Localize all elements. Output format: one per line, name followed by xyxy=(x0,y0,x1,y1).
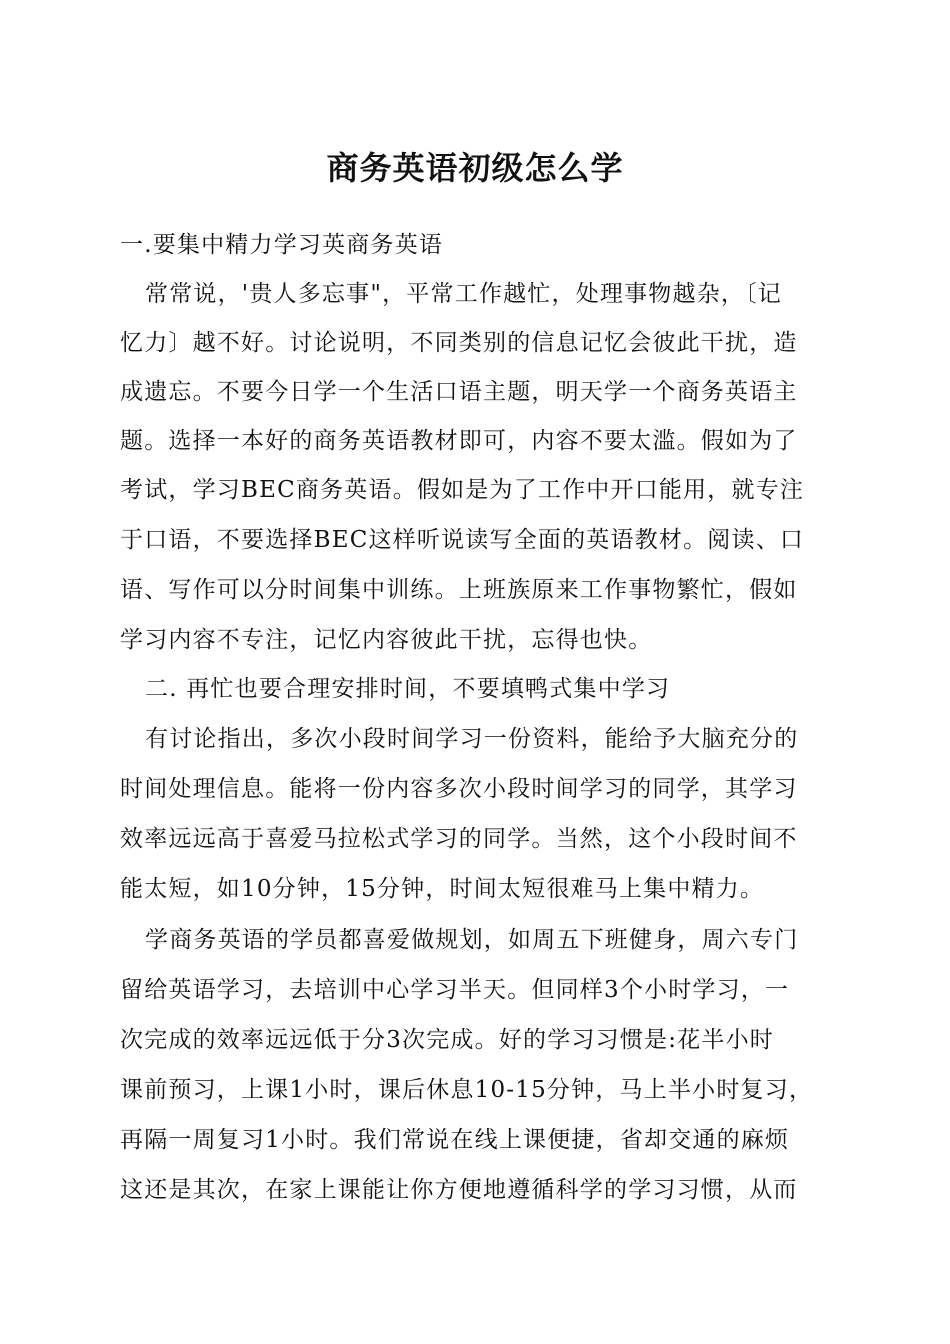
body-line: 学习内容不专注，记忆内容彼此干扰，忘得也快。 xyxy=(120,627,653,653)
body-line: 考试，学习BEC商务英语。假如是为了工作中开口能用，就专注 xyxy=(120,477,805,503)
body-line: 效率远远高于喜爱马拉松式学习的同学。当然，这个小段时间不 xyxy=(120,826,798,852)
body-line: 题。选择一本好的商务英语教材即可，内容不要太滥。假如为了 xyxy=(120,428,798,454)
body-line: 课前预习，上课1小时，课后休息10-15分钟，马上半小时复习， xyxy=(120,1077,814,1103)
document-title: 商务英语初级怎么学 xyxy=(326,149,624,187)
body-line: 能太短，如10分钟，15分钟，时间太短很难马上集中精力。 xyxy=(120,876,765,902)
body-line: 次完成的效率远远低于分3次完成。好的学习习惯是:花半小时 xyxy=(120,1027,774,1053)
body-line: 留给英语学习，去培训中心学习半天。但同样3个小时学习，一 xyxy=(120,977,790,1003)
body-line: 时间处理信息。能将一份内容多次小段时间学习的同学，其学习 xyxy=(120,776,798,802)
body-line: 成遗忘。不要今日学一个生活口语主题，明天学一个商务英语主 xyxy=(120,379,798,405)
section-heading-2: 二. 再忙也要合理安排时间，不要填鸭式集中学习 xyxy=(145,676,671,702)
body-line: 再隔一周复习1小时。我们常说在线上课便捷，省却交通的麻烦 xyxy=(120,1127,790,1153)
body-line: 这还是其次，在家上课能让你方便地遵循科学的学习习惯，从而 xyxy=(120,1177,798,1203)
body-line: 学商务英语的学员都喜爱做规划，如周五下班健身，周六专门 xyxy=(145,927,799,953)
body-line: 于口语，不要选择BEC这样听说读写全面的英语教材。阅读、口 xyxy=(120,527,805,553)
body-line: 语、写作可以分时间集中训练。上班族原来工作事物繁忙，假如 xyxy=(120,577,798,603)
body-line: 有讨论指出，多次小段时间学习一份资料，能给予大脑充分的 xyxy=(145,726,799,752)
section-heading-1: 一.要集中精力学习英商务英语 xyxy=(120,232,444,258)
body-line: 常常说，'贵人多忘事"，平常工作越忙，处理事物越杂，〔记 xyxy=(145,281,783,307)
body-line: 忆力〕越不好。讨论说明，不同类别的信息记忆会彼此干扰，造 xyxy=(120,330,798,356)
